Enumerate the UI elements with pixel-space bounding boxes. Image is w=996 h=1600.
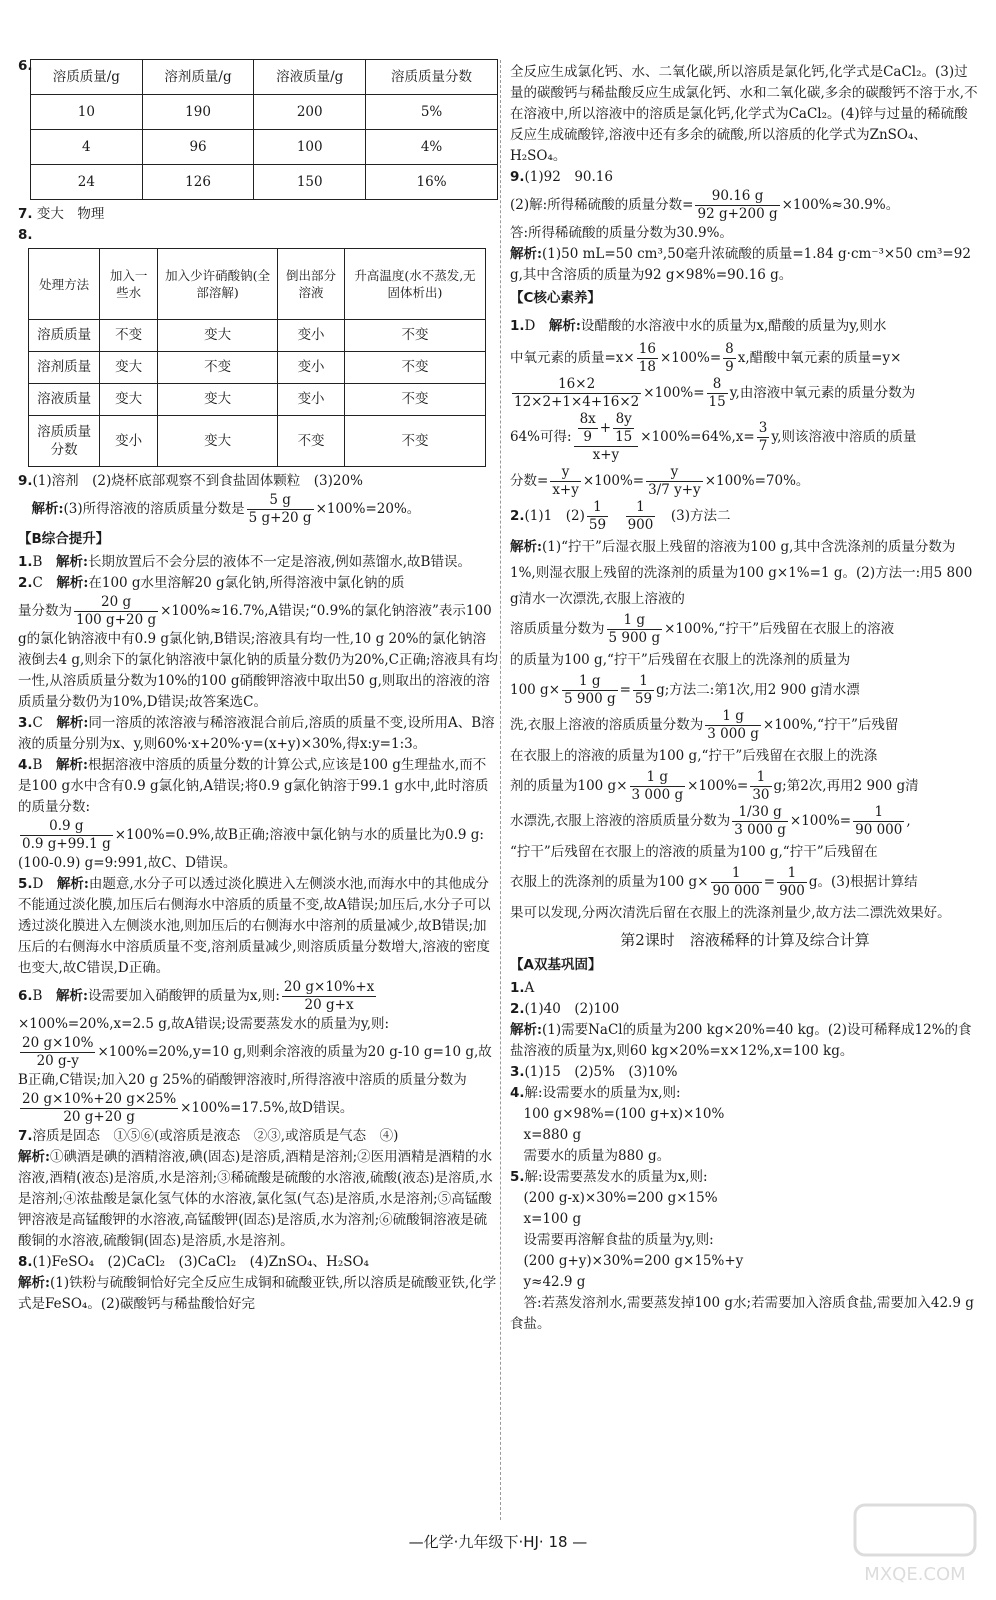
table-cell: 变大	[158, 320, 278, 352]
table-row	[29, 416, 486, 467]
a3: 3.(1)15 (2)5% (3)10%	[510, 1064, 678, 1080]
b4: 4.B 解析:根据溶液中溶质的质量分数的计算公式,应该是100 g生理盐水,而不是100 g水中含有0.9 g氯化钠,A错误;将0.9 g氯化钠溶于99.1 g水中,此时溶质的质量分数: $\frac{0.9 g}{0.9 g+99.1 g}$ ×100%=0.9%,故B正确;溶液中氯化钠与水的质量比为0.9 g:(100-0.9) g=9:991,故C、D错误。	[18, 757, 489, 871]
table-header-row	[29, 249, 486, 320]
table-cell: 126	[142, 165, 254, 200]
table-cell: 变大	[158, 416, 278, 467]
q9-answer: 9.(1)溶剂 (2)烧杯底部观察不到食盐固体颗粒 (3)20%	[18, 473, 363, 489]
b7: 7.溶质是固态 ①⑤⑥(或溶质是液态 ②③,或溶质是气态 ④) 解析:①碘酒是碘的酒精溶液,碘(固态)是溶质,酒精是溶剂;②医用酒精是酒精的水溶液,酒精(液态)是溶质,水是溶剂;③稀硫酸是硫酸的水溶液,硫酸(液态)是溶质,水是溶剂;④浓盐酸是氯化氢气体的水溶液,氯化氢(气态)是溶质,水是溶剂;⑤高锰酸钾溶液是高锰酸钾的水溶液,高锰酸钾(固态)是溶质,水为溶剂;⑥硫酸铜溶液是硫酸铜的水溶液,硫酸铜(固态)是溶质,水是溶剂。	[18, 1128, 493, 1249]
fraction: $\frac{1}{90 000}$	[855, 804, 903, 838]
b2: 2.C 解析:在100 g水里溶解20 g氯化钠,所得溶液中氯化钠的质 量分数为 $\frac{20 g}{100 g+20 g}$ ×100%≈16.7%,A错误;“0.9%的氯化钠溶液”表示100 g的氯化钠溶液中有0.9 g氯化钠,B错误;溶液具有均一性,10 g 20%的氯化钠溶液倒去4 g,则余下的氯化钠溶液中氯化钠的质量分数仍为20%,C正确;溶液具有均一性,从溶质质量分数为10%的100 g硝酸钾溶液中取出50 g,则取出的溶液的溶质质量分数仍为10%,D错误;故答案选C。	[18, 575, 498, 710]
table-cell: 溶液质量	[29, 384, 100, 416]
fraction: $\frac{1}{90 000}$	[712, 865, 760, 899]
header-cell: 溶剂质量/g	[142, 60, 254, 95]
table-row	[29, 352, 486, 384]
table-cell: 190	[142, 95, 254, 130]
a2: 2.(1)40 (2)100 解析:(1)需要NaCl的质量为200 kg×20%=40 kg。(2)设可稀释成12%的食盐溶液的质量为x,则60 kg×20%=x×12%,x=100 kg。	[510, 1001, 972, 1059]
b8-continued: 全反应生成氯化钙、水、二氧化碳,所以溶质是氯化钙,化学式是CaCl₂。(3)过量的碳酸钙与稀盐酸反应生成氯化钙、水和二氧化碳,多余的碳酸钙不溶于水,不在溶液中,所以溶液中的溶质是氯化钙,化学式为CaCl₂。(4)锌与过量的稀硫酸反应生成硫酸锌,溶液中还有多余的硫酸,所以溶质的化学式为ZnSO₄、H₂SO₄。	[510, 64, 978, 164]
table-cell: 100	[254, 130, 366, 165]
q7: 7. 变大 物理	[18, 206, 105, 222]
fraction: $\frac{8}{9}$	[725, 341, 734, 375]
section-c-heading: 【C核心素养】	[510, 290, 601, 306]
fraction: $\frac{1 g}{5 900 g}$	[564, 673, 616, 707]
header-cell: 溶质质量/g	[31, 60, 143, 95]
table-cell: 变小	[100, 416, 158, 467]
fraction: $\frac{1 g}{3 000 g}$	[631, 769, 684, 803]
header-cell: 加入少许硝酸钠(全部溶解)	[158, 249, 278, 320]
b9-solution: (2)解:所得稀硫酸的质量分数= $\frac{90.16 g}{92 g+200 g}$ ×100%≈30.9%。	[510, 188, 900, 222]
table-cell: 16%	[366, 165, 498, 200]
fraction: $\frac{3}{7}$	[758, 420, 768, 454]
table-cell: 溶质质量	[29, 320, 100, 352]
fraction: $\frac{y}{x+y}$	[552, 464, 579, 498]
table-header-row	[31, 60, 498, 95]
fraction: $\frac{1/30 g}{3 000 g}$	[734, 804, 786, 838]
b9: 9.(1)92 90.16	[510, 169, 613, 185]
fraction: $\frac{0.9 g}{0.9 g+99.1 g}$	[22, 818, 111, 852]
table-cell: 150	[254, 165, 366, 200]
table-cell: 不变	[345, 416, 486, 467]
q7-answer: 变大 物理	[36, 206, 105, 222]
table-cell: 不变	[278, 416, 345, 467]
fraction: $\frac{90.16 g}{92 g+200 g}$	[697, 188, 778, 222]
table-cell: 溶剂质量	[29, 352, 100, 384]
fraction: $\frac{8}{15}$	[708, 376, 726, 410]
right-column	[510, 62, 980, 1335]
fraction: $\frac{20 g}{100 g+20 g}$	[76, 594, 157, 628]
a1: 1.A	[510, 980, 535, 996]
table-cell: 变大	[100, 352, 158, 384]
table-cell: 96	[142, 130, 254, 165]
header-cell: 溶液质量/g	[254, 60, 366, 95]
header-cell: 处理方法	[29, 249, 100, 320]
table-cell: 变小	[278, 320, 345, 352]
b8: 8.(1)FeSO₄ (2)CaCl₂ (3)CaCl₂ (4)ZnSO₄、H₂SO₄ 解析:(1)铁粉与硫酸铜恰好完全反应生成铜和硫酸亚铁,所以溶质是硫酸亚铁,化学式是FeSO₄。(2)碳酸钙与稀盐酸恰好完	[18, 1254, 497, 1312]
fraction: $\frac{20 g\times 10\%+20 g\times 25\%}{20 g+20 g}$	[22, 1091, 177, 1125]
table-cell: 10	[31, 95, 143, 130]
table-row	[31, 165, 498, 200]
q8-number: 8.	[18, 227, 33, 243]
header-cell: 升高温度(水不蒸发,无固体析出)	[345, 249, 486, 320]
fraction: $\frac{20 g\times 10\%}{20 g-y}$	[22, 1035, 94, 1069]
header-cell: 溶质质量分数	[366, 60, 498, 95]
table-cell: 溶质质量分数	[29, 416, 100, 467]
b9-answer: 答:所得稀硫酸的质量分数为30.9%。	[510, 225, 733, 241]
fraction: $\frac{1 g}{3 000 g}$	[707, 708, 759, 742]
table-cell: 不变	[345, 320, 486, 352]
fraction: $\frac{20 g\times 10\%+x}{20 g+x}$	[283, 979, 375, 1013]
a4: 4.解:设需要水的质量为x,则: 100 g×98%=(100 g+x)×10% x=880 g 需要水的质量为880 g。	[510, 1085, 725, 1164]
table-cell: 变大	[100, 384, 158, 416]
c2: 2.(1)1 (2) $\frac{1}{59}$ $\frac{1}{900}$ (3)方法二 解析:(1)“拧干”后湿衣服上残留的溶液为100 g,其中含洗涤剂的质量分数为1%,则湿衣服上残留的洗涤剂的质量为100 g×1%=1 g。(2)方法一:用5 800 g清水一次漂洗,衣服上溶液的 溶质质量分数为 $\frac{1 g}{5 900 g}$ ×100%,“拧干”后残留在衣服上的溶液 的质量为100 g,“拧干”后残留在衣服上的洗涤剂的质量为 100 g× $\frac{1 g}{5 900 g}$ = $\frac{1}{59}$ g;方法二:第1次,用2 900 g清水漂 洗,衣服上溶液的溶质质量分数为 $\frac{1 g}{3 000 g}$ ×100%,“拧干”后残留 在衣服上的溶液的质量为100 g,“拧干”后残留在衣服上的洗涤 剂的质量为100 g× $\frac{1 g}{3 000 g}$ ×100%= $\frac{1}{30}$ g;第2次,再用2 900 g清 水漂洗,衣服上溶液的溶质质量分数为 $\frac{1/30 g}{3 000 g}$ ×100%= $\frac{1}{90 000}$ , “拧干”后残留在衣服上的溶液的质量为100 g,“拧干”后残留在 衣服上的洗涤剂的质量为100 g× $\frac{1}{90 000}$ = $\frac{1}{900}$ g。(3)根据计算结 果可以发现,分两次清洗后留在衣服上的洗涤剂量少,故方法二漂洗效果好。	[510, 499, 973, 921]
table-cell: 不变	[345, 384, 486, 416]
b1: 1.B 解析:长期放置后不会分层的液体不一定是溶液,例如蒸馏水,故B错误。	[18, 554, 471, 570]
left-column	[18, 56, 498, 1315]
table-cell: 不变	[345, 352, 486, 384]
table-row	[31, 130, 498, 165]
header-cell: 加入一些水	[100, 249, 158, 320]
table-cell: 变小	[278, 352, 345, 384]
table-cell: 不变	[100, 320, 158, 352]
fraction: $\frac{8x}{9}$	[579, 411, 596, 445]
watermark-logo	[850, 1500, 980, 1590]
fraction: $\frac{8y}{15}$	[615, 411, 633, 445]
table-row	[31, 95, 498, 130]
fraction: $\frac{1 g}{5 900 g}$	[608, 612, 661, 646]
fraction: $\frac{1}{59}$	[634, 673, 653, 707]
fraction: $\frac{16}{18}$	[638, 341, 656, 375]
table-cell: 24	[31, 165, 143, 200]
fraction: $\frac{1}{59}$	[588, 499, 607, 533]
watermark-text: MXQE.COM	[864, 1564, 966, 1585]
table-cell: 变小	[278, 384, 345, 416]
q6-table	[30, 59, 498, 200]
section-b-heading: 【B综合提升】	[18, 531, 110, 547]
c1: 1.D 解析:设醋酸的水溶液中水的质量为x,醋酸的质量为y,则水 中氧元素的质量=x× $\frac{16}{18}$ ×100%= $\frac{8}{9}$ x,醋酸中氧元素的质量=y× $\frac{16\times 2}{12\times 2+1\times 4+16\times 2}$ ×100%= $\frac{8}{15}$ y,由溶液中氧元素的质量分数为 64%可得: $\frac{8x}{9}$ + $\frac{8y}{15}$ x+y ×100%=64%,x= $\frac{3}{7}$ y,则该溶液中溶质的质量 分数= $\frac{y}{x+y}$ ×100%= $\frac{y}{3/7 y+y}$ ×100%=70%。	[510, 318, 917, 498]
fraction: $\frac{5 g}{5 g+20 g}$	[248, 492, 312, 526]
table-cell: 4%	[366, 130, 498, 165]
header-cell: 倒出部分溶液	[278, 249, 345, 320]
b3: 3.C 解析:同一溶质的浓溶液与稀溶液混合前后,溶质的质量不变,设所用A、B溶液的质量分别为x、y,则60%·x+20%·y=(x+y)×30%,得x:y=1:3。	[18, 715, 495, 752]
table-row	[29, 320, 486, 352]
table-cell: 不变	[158, 352, 278, 384]
table-row	[29, 384, 486, 416]
fraction: $\frac{y}{3/7 y+y}$	[648, 464, 701, 498]
fraction-numerator: $\frac{8x}{9}$ + $\frac{8y}{15}$	[574, 411, 639, 447]
fraction: $\frac{1}{30}$	[752, 769, 770, 803]
lesson-title: 第2课时 溶液稀释的计算及综合计算	[620, 931, 870, 949]
a5: 5.解:设需要蒸发水的质量为x,则: (200 g-x)×30%=200 g×15% x=100 g 设需要再溶解食盐的质量为y,则: (200 g+y)×30%=200 g×15%+y y≈42.9 g 答:若蒸发溶剂水,需要蒸发掉100 g水;若需要加入溶质食盐,需要加入42.9 g食盐。	[510, 1169, 974, 1332]
fraction: $\frac{1}{900}$	[627, 499, 654, 533]
page-footer: —化学·九年级下·HJ· 18 —	[408, 1533, 588, 1551]
q6-number: 6.	[18, 58, 33, 74]
section-a-heading: 【A双基巩固】	[510, 957, 602, 973]
table-cell: 5%	[366, 95, 498, 130]
column-divider	[500, 60, 501, 1520]
compound-fraction: $\frac{8x}{9}$ + $\frac{8y}{15}$ x+y	[574, 411, 639, 464]
b9-analysis: 解析:(1)50 mL=50 cm³,50毫升浓硫酸的质量=1.84 g·cm⁻³×50 cm³=92 g,其中含溶质的质量为92 g×98%=90.16 g。	[510, 246, 971, 283]
q9-analysis: 解析:(3)所得溶液的溶质质量分数是 $\frac{5 g}{5 g+20 g}$ ×100%=20%。	[31, 492, 421, 526]
table-cell: 200	[254, 95, 366, 130]
table-cell: 变大	[158, 384, 278, 416]
fraction: $\frac{16\times 2}{12\times 2+1\times 4+16\times 2}$	[514, 376, 640, 410]
b5: 5.D 解析:由题意,水分子可以透过淡化膜进入左侧淡水池,而海水中的其他成分不能通过淡化膜,加压后右侧海水中溶质的质量不变,故A错误;加压后,水分子可以透过淡化膜进入左侧淡水池,则加压后的右侧海水中溶剂的质量减少,故B错误;加压后的右侧海水中溶质质量不变,溶剂质量减少,则溶质质量分数增大,溶液的密度也变大,故C错误,D正确。	[18, 876, 491, 976]
table-cell: 4	[31, 130, 143, 165]
b6: 6.B 解析:设需要加入硝酸钾的质量为x,则: $\frac{20 g\times 10\%+x}{20 g+x}$ ×100%=20%,x=2.5 g,故A错误;设需要蒸发水的质量为y,则: $\frac{20 g\times 10\%}{20 g-y}$ ×100%=20%,y=10 g,则剩余溶液的质量为20 g-10 g=10 g,故B正确,C错误;加入20 g 25%的硝酸钾溶液时,所得溶液中溶质的质量分数为 $\frac{20 g\times 10\%+20 g\times 25\%}{20 g+20 g}$ ×100%=17.5%,故D错误。	[18, 979, 492, 1125]
fraction: $\frac{1}{900}$	[779, 865, 805, 899]
q8-table	[28, 248, 486, 467]
